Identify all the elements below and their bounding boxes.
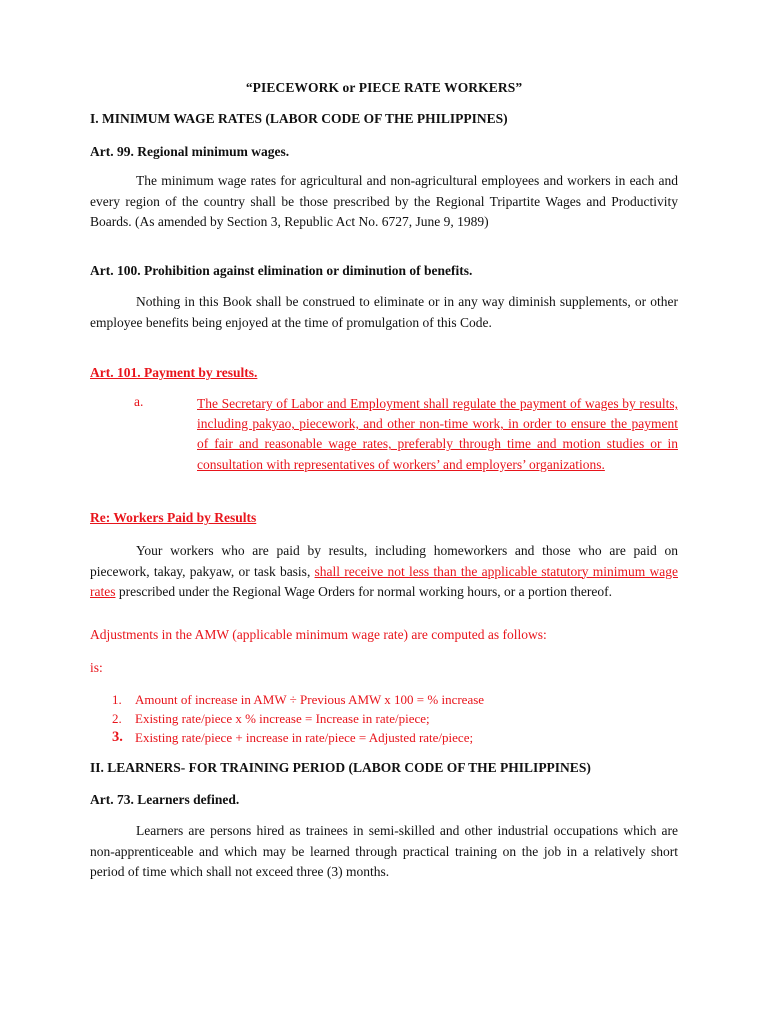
- art100-heading: Art. 100. Prohibition against elimination or diminution of benefits.: [90, 263, 473, 278]
- step-text: Existing rate/piece x % increase = Increase in rate/piece;: [135, 711, 430, 726]
- art101-item-text: The Secretary of Labor and Employment shall regulate the payment of wages by results, including pakyao, piecework, and other non-time work, in order to ensure the payment of fair and reasonable wage rates, preferably through time and motion studies or in consultation with representatives of workers’ and employers’ organizations.: [197, 396, 678, 472]
- results-body: [90, 541, 678, 603]
- step-text: Amount of increase in AMW ÷ Previous AMW x 100 = % increase: [135, 692, 485, 707]
- adjustments-text: Adjustments in the AMW (applicable minimum wage rate) are computed as follows:: [90, 627, 547, 642]
- art101-item-label: a.: [134, 394, 144, 409]
- list-item: [112, 690, 484, 709]
- results-heading: Re: Workers Paid by Results: [90, 510, 257, 525]
- step-number: 3.: [112, 729, 123, 745]
- art73-heading: Art. 73. Learners defined.: [90, 792, 240, 807]
- step-number: 1.: [112, 692, 122, 707]
- section1-heading: I. MINIMUM WAGE RATES (LABOR CODE OF THE PHILIPPINES): [90, 111, 508, 126]
- results-body-underlined: shall receive not less than the applicable statutory minimum wage rates: [90, 563, 678, 599]
- results-body-part2: prescribed under the Regional Wage Orders for normal working hours, or a portion thereof.: [115, 584, 612, 599]
- step-text: Existing rate/piece + increase in rate/piece = Adjusted rate/piece;: [135, 730, 474, 745]
- art99-body: The minimum wage rates for agricultural and non-agricultural employees and workers in each and every region of the country shall be those prescribed by the Regional Tripartite Wages and Productivity Boards. (As amended by Section 3, Republic Act No. 6727, June 9, 1989): [90, 173, 678, 229]
- list-item: [112, 709, 484, 728]
- art101-heading: Art. 101. Payment by results.: [90, 365, 258, 380]
- list-item: [112, 728, 484, 747]
- step-number: 2.: [112, 711, 122, 726]
- section2-heading: II. LEARNERS- FOR TRAINING PERIOD (LABOR CODE OF THE PHILIPPINES): [90, 760, 591, 775]
- results-body-part1: Your workers who are paid by results, including homeworkers and those who are paid on piecework, takay, pakyaw, or task basis,: [90, 543, 678, 579]
- art99-heading: Art. 99. Regional minimum wages.: [90, 144, 290, 159]
- art73-body: Learners are persons hired as trainees in semi-skilled and other industrial occupations which are non-apprenticeable and which may be learned through practical training on the job in a relatively short period of time which shall not exceed three (3) months.: [90, 823, 678, 879]
- is-label: is:: [90, 660, 103, 675]
- document-title: “PIECEWORK or PIECE RATE WORKERS”: [245, 80, 523, 95]
- adjustment-steps-list: [112, 690, 484, 747]
- art100-body: Nothing in this Book shall be construed to eliminate or in any way diminish supplements, or other employee benefits being enjoyed at the time of promulgation of this Code.: [90, 294, 678, 330]
